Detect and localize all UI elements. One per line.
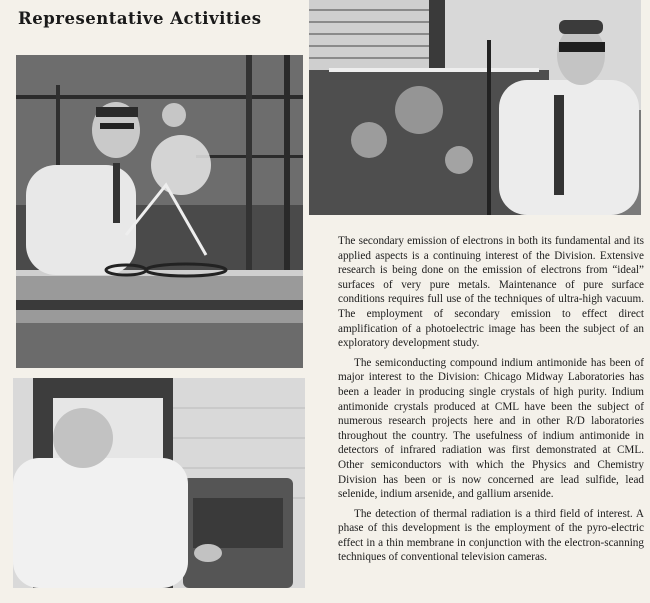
page-heading: Representative Activities [18,9,262,28]
paragraph-secondary-emission: The secondary emission of electrons in both its fundamental and its applied aspects is a continuing interest of the Division. Extensive research is being done on the emission of electrons from “ideal” surfaces of very pure metals. Maintenance of pure surface conditions requires full use of the techniques of ultra-high vacuum. The employment of secondary emission to effect direct amplification of a photoelectric image has been the subject of an exploratory development study. [338,235,644,350]
scientist-vacuum-apparatus-photo [309,0,641,215]
paragraph-thermal-radiation: The detection of thermal radiation is a third field of interest. A phase of this development is the employment of the pyro-electric effect in a thin membrane in conjunction with the electron-scanning techniques of conventional television cameras. [338,507,644,564]
paragraph-indium-antimonide: The semiconducting compound indium antimonide has been of major interest to the Division: Chicago Midway Laboratories has been a leader in producing single crystals of high purity. Indium antimonide crystals produced at CML have been the subject of numerous research projects here and in other R/D laboratories throughout the country. The usefulness of indium antimonide in detectors of infrared radiation was first demonstrated at CML. Other semiconductors with which the Physics and Chemistry Division has been or is now concerned are lead sulfide, lead selenide, indium arsenide, and gallium arsenide. [338,356,644,501]
technician-console-photo [13,378,305,588]
article-body [338,234,644,570]
scientist-glassware-photo [16,55,303,368]
